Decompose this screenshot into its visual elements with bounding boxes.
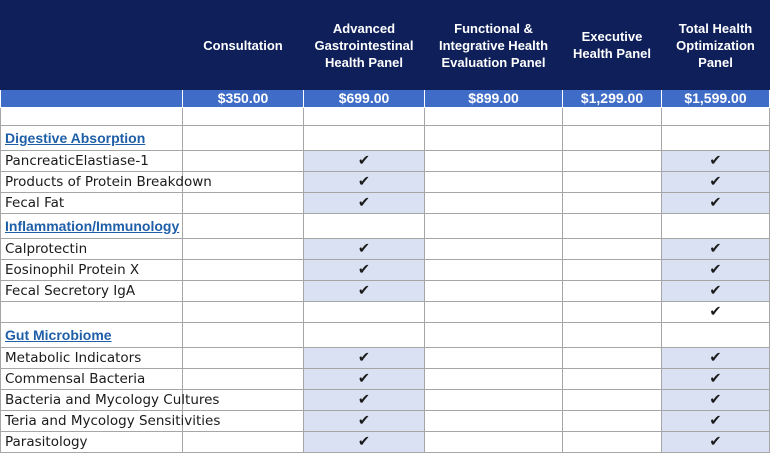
empty-cell: [183, 369, 304, 390]
section-empty-cell: [304, 323, 425, 348]
checkmark-icon: ✔: [662, 281, 770, 302]
spacer-cell: [304, 108, 425, 126]
empty-cell: [183, 260, 304, 281]
checkmark-icon: ✔: [662, 172, 770, 193]
empty-cell: [425, 151, 563, 172]
section-empty-cell: [183, 214, 304, 239]
section-empty-cell: [183, 126, 304, 151]
price-executive-panel: $1,299.00: [563, 90, 662, 108]
price-row: [1, 90, 770, 108]
table-row: [1, 432, 770, 453]
test-name: Eosinophil Protein X: [1, 260, 183, 281]
column-header-row: [1, 1, 770, 90]
section-empty-cell: [304, 126, 425, 151]
section-title: Gut Microbiome: [1, 323, 183, 348]
spacer-cell: [183, 108, 304, 126]
checkmark-icon: ✔: [304, 193, 425, 214]
section-empty-cell: [563, 323, 662, 348]
checkmark-icon: ✔: [304, 348, 425, 369]
checkmark-icon: ✔: [304, 239, 425, 260]
column-header-executive-panel: Executive Health Panel: [563, 1, 662, 90]
empty-cell: [425, 348, 563, 369]
empty-cell: [425, 411, 563, 432]
empty-cell: [425, 369, 563, 390]
test-name: Metabolic Indicators: [1, 348, 183, 369]
header-corner: [1, 1, 183, 90]
empty-cell: [425, 260, 563, 281]
empty-cell: [563, 172, 662, 193]
checkmark-icon: ✔: [304, 411, 425, 432]
test-name: Products of Protein Breakdown: [1, 172, 183, 193]
checkmark-icon: ✔: [304, 432, 425, 453]
section-empty-cell: [425, 323, 563, 348]
checkmark-icon: ✔: [662, 260, 770, 281]
table-row: [1, 239, 770, 260]
empty-cell: [563, 432, 662, 453]
checkmark-icon: ✔: [304, 369, 425, 390]
empty-cell: [183, 348, 304, 369]
table-row: [1, 390, 770, 411]
section-title: Inflammation/Immunology: [1, 214, 183, 239]
table-row: [1, 281, 770, 302]
checkmark-icon: ✔: [662, 390, 770, 411]
spacer-cell: [563, 108, 662, 126]
empty-cell: [563, 302, 662, 323]
checkmark-icon: ✔: [662, 239, 770, 260]
section-empty-cell: [304, 214, 425, 239]
checkmark-icon: ✔: [662, 348, 770, 369]
empty-cell: [183, 281, 304, 302]
table-row: [1, 193, 770, 214]
empty-cell: [425, 172, 563, 193]
test-name: Bacteria and Mycology Cultures: [1, 390, 183, 411]
empty-cell: [563, 239, 662, 260]
spacer-cell: [662, 108, 770, 126]
section-empty-cell: [662, 214, 770, 239]
empty-cell: [563, 260, 662, 281]
empty-cell: [425, 432, 563, 453]
table-row: [1, 302, 770, 323]
empty-cell: [563, 193, 662, 214]
test-name: Parasitology: [1, 432, 183, 453]
section-empty-cell: [425, 126, 563, 151]
test-name: Fecal Secretory IgA: [1, 281, 183, 302]
empty-cell: [425, 390, 563, 411]
table-row: [1, 348, 770, 369]
test-name: Calprotectin: [1, 239, 183, 260]
price-functional-panel: $899.00: [425, 90, 563, 108]
empty-cell: [425, 302, 563, 323]
column-header-functional-panel: Functional & Integrative Health Evaluation Panel: [425, 1, 563, 90]
section-empty-cell: [563, 214, 662, 239]
price-corner: [1, 90, 183, 108]
column-header-advanced-gi-panel: Advanced Gastrointestinal Health Panel: [304, 1, 425, 90]
table-row: [1, 260, 770, 281]
empty-cell: [563, 151, 662, 172]
test-name: [1, 302, 183, 323]
table-row: [1, 369, 770, 390]
checkmark-icon: ✔: [304, 151, 425, 172]
empty-cell: [304, 302, 425, 323]
checkmark-icon: ✔: [304, 390, 425, 411]
section-empty-cell: [563, 126, 662, 151]
section-header-row: [1, 214, 770, 239]
table-row: [1, 151, 770, 172]
checkmark-icon: ✔: [662, 411, 770, 432]
section-empty-cell: [425, 214, 563, 239]
checkmark-icon: ✔: [662, 369, 770, 390]
empty-cell: [425, 281, 563, 302]
empty-cell: [183, 302, 304, 323]
column-header-consultation: Consultation: [183, 1, 304, 90]
empty-cell: [563, 348, 662, 369]
empty-cell: [563, 411, 662, 432]
section-header-row: [1, 323, 770, 348]
table-row: [1, 411, 770, 432]
column-header-total-health-panel: Total Health Optimization Panel: [662, 1, 770, 90]
empty-cell: [183, 193, 304, 214]
empty-cell: [183, 432, 304, 453]
empty-cell: [425, 193, 563, 214]
checkmark-icon: ✔: [304, 260, 425, 281]
price-consultation: $350.00: [183, 90, 304, 108]
test-name: Fecal Fat: [1, 193, 183, 214]
spacer-cell: [1, 108, 183, 126]
checkmark-icon: ✔: [304, 281, 425, 302]
section-title: Digestive Absorption: [1, 126, 183, 151]
section-empty-cell: [183, 323, 304, 348]
price-total-health-panel: $1,599.00: [662, 90, 770, 108]
price-advanced-gi-panel: $699.00: [304, 90, 425, 108]
section-empty-cell: [662, 126, 770, 151]
spacer-cell: [425, 108, 563, 126]
section-header-row: [1, 126, 770, 151]
table-row: [1, 172, 770, 193]
empty-cell: [425, 239, 563, 260]
empty-cell: [563, 281, 662, 302]
test-name: Teria and Mycology Sensitivities: [1, 411, 183, 432]
test-name: PancreaticElastiase-1: [1, 151, 183, 172]
checkmark-icon: ✔: [662, 193, 770, 214]
checkmark-icon: ✔: [662, 432, 770, 453]
empty-cell: [563, 369, 662, 390]
section-empty-cell: [662, 323, 770, 348]
empty-cell: [183, 239, 304, 260]
checkmark-icon: ✔: [304, 172, 425, 193]
empty-cell: [183, 151, 304, 172]
spacer-row: [1, 108, 770, 126]
test-name: Commensal Bacteria: [1, 369, 183, 390]
checkmark-icon: ✔: [662, 151, 770, 172]
checkmark-icon: ✔: [662, 302, 770, 323]
empty-cell: [563, 390, 662, 411]
